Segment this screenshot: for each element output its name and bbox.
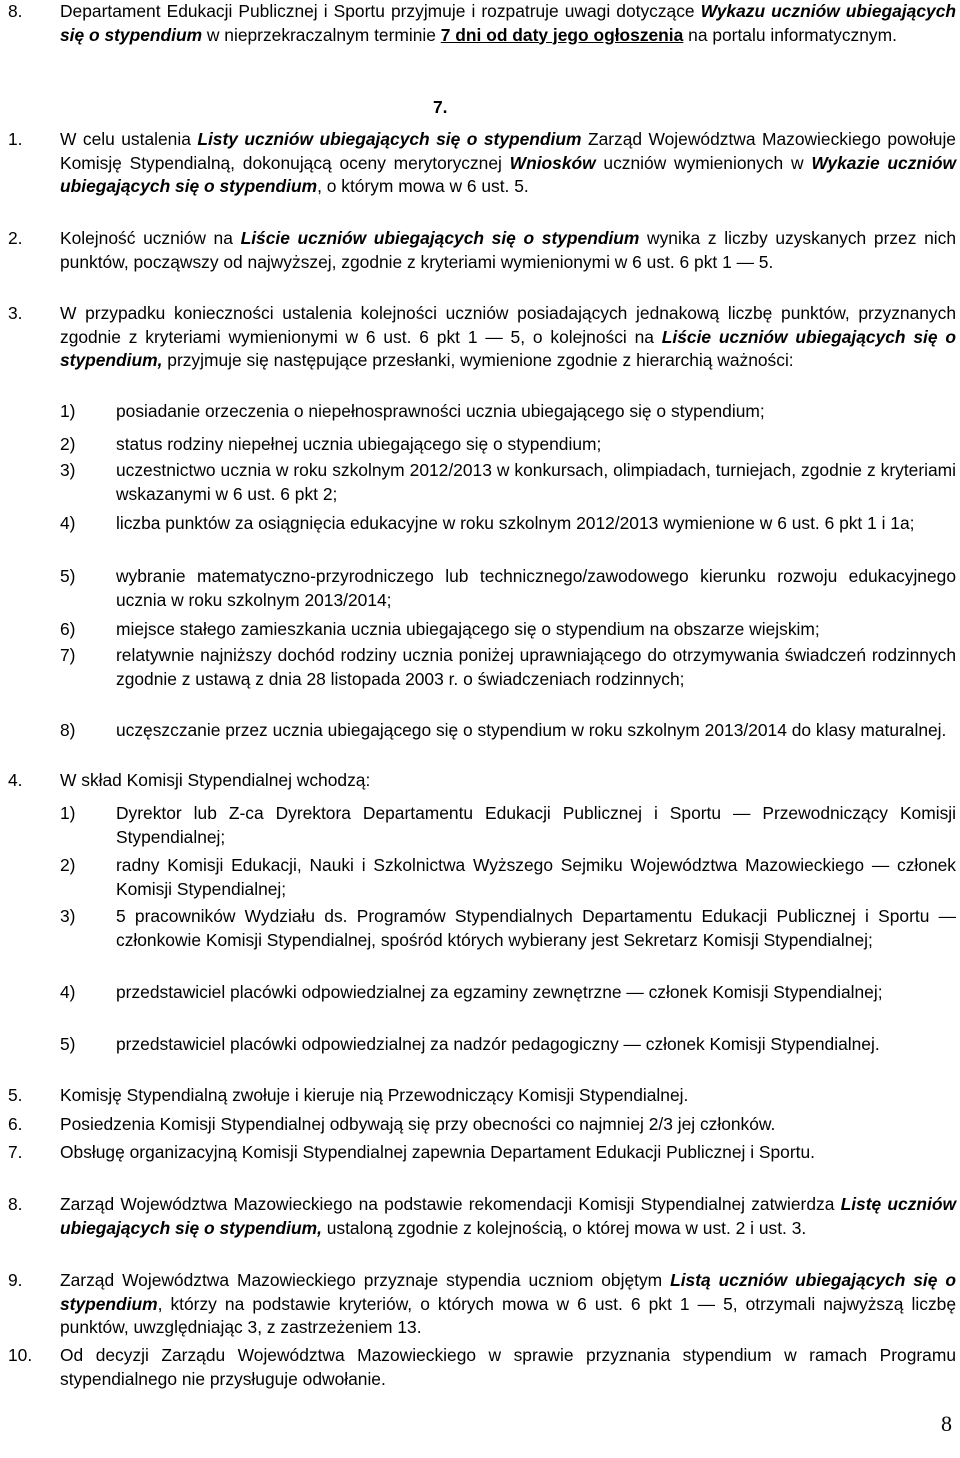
item-text: uczestnictwo ucznia w roku szkolnym 2012/2013 w konkursach, olimpiadach, turniejach, zgodnie z kryteriami wskazanymi w 6 ust. 6 pkt 2; <box>116 460 956 504</box>
paragraph-number: 1. <box>8 129 23 149</box>
paragraph-text <box>60 227 956 274</box>
item-number: 1) <box>60 401 76 421</box>
item-text: radny Komisji Edukacji, Nauki i Szkolnictwa Wyższego Sejmiku Województwa Mazowieckiego — członek Komisji Stypendialnej; <box>116 855 956 899</box>
criteria-item <box>60 618 956 642</box>
member-item <box>60 802 956 849</box>
item-number: 6) <box>60 619 76 639</box>
text-run: Zarząd Województwa Mazowieckiego przyznaje stypendia uczniom objętym <box>60 1270 671 1290</box>
item-text: 5 pracowników Wydziału ds. Programów Stypendialnych Departamentu Edukacji Publicznej i Sportu — członkowie Komisji Stypendialnej, spośród których wybierany jest Sekretarz Komisji Stypendialnej; <box>116 906 956 950</box>
text-run: W przypadku konieczności ustalenia kolejności uczniów posiadających jednakową liczbę punktów, przyznanych zgodnie z kryteriami wymienionymi w 6 ust. 6 pkt 1 — 5, o kolejności na <box>60 303 956 347</box>
item-text: uczęszczanie przez ucznia ubiegającego się o stypendium w roku szkolnym 2013/2014 do klasy maturalnej. <box>116 720 947 740</box>
member-item <box>60 905 956 952</box>
page-number: 8 <box>941 1411 952 1436</box>
paragraph-number: 9. <box>8 1270 23 1290</box>
text-run: wynika z liczby uzyskanych przez nich punktów, począwszy od najwyższej, zgodnie z kryteriami wymienionymi w 6 ust. 6 pkt 1 — 5. <box>60 228 956 272</box>
text-run: Kolejność uczniów na <box>60 228 241 248</box>
paragraph-9 <box>8 1269 956 1340</box>
item-text: przedstawiciel placówki odpowiedzialnej za nadzór pedagogiczny — członek Komisji Stypendialnej. <box>116 1034 880 1054</box>
text-run: na portalu informatycznym. <box>683 24 897 45</box>
item-number: 2) <box>60 855 76 875</box>
emphasis-text: Listą uczniów ubiegających się o stypendium <box>60 1270 956 1314</box>
deadline-text: 7 dni od daty jego ogłoszenia <box>440 24 684 45</box>
paragraph-8b <box>8 1193 956 1240</box>
emphasis-text: Wykazie uczniów ubiegających się o stypendium <box>60 152 956 196</box>
paragraph-text <box>60 128 956 199</box>
member-item <box>60 854 956 901</box>
emphasis-text: Liście uczniów ubiegających się o stypendium, <box>60 326 956 370</box>
text-run: ustaloną zgodnie z kolejnością, o której mowa w ust. 2 i ust. 3. <box>321 1217 807 1238</box>
paragraph-text: Od decyzji Zarządu Województwa Mazowieckiego w sprawie przyznania stypendium w ramach Programu stypendialnego nie przysługuje odwołanie. <box>60 1345 956 1389</box>
paragraph-text <box>60 302 956 373</box>
item-text: posiadanie orzeczenia o niepełnosprawności ucznia ubiegającego się o stypendium; <box>116 401 765 421</box>
member-item <box>60 1033 956 1057</box>
section-heading: 7. <box>433 97 448 117</box>
paragraph-1 <box>8 128 956 199</box>
paragraph-10 <box>8 1344 956 1391</box>
emphasis-text: Listy uczniów ubiegających się o stypendium <box>197 129 582 149</box>
criteria-item <box>60 459 956 506</box>
item-number: 5) <box>60 1034 76 1054</box>
paragraph-number: 7. <box>8 1142 23 1162</box>
paragraph-text: Posiedzenia Komisji Stypendialnej odbywają się przy obecności co najmniej 2/3 jej członków. <box>60 1114 776 1134</box>
paragraph-text: Obsługę organizacyjną Komisji Stypendialnej zapewnia Departament Edukacji Publicznej i Sportu. <box>60 1142 815 1162</box>
text-run: , o którym mowa w 6 ust. 5. <box>317 176 529 196</box>
item-text: liczba punktów za osiągnięcia edukacyjne w roku szkolnym 2012/2013 wymienione w 6 ust. 6 pkt 1 i 1a; <box>116 513 915 533</box>
item-text: miejsce stałego zamieszkania ucznia ubiegającego się o stypendium na obszarze wiejskim; <box>116 619 820 639</box>
criteria-item <box>60 512 956 536</box>
text-run: Zarząd Województwa Mazowieckiego na podstawie rekomendacji Komisji Stypendialnej zatwierdza <box>60 1194 841 1214</box>
item-text: przedstawiciel placówki odpowiedzialnej za egzaminy zewnętrzne — członek Komisji Stypendialnej; <box>116 982 883 1002</box>
paragraph-6 <box>8 1113 956 1137</box>
criteria-item <box>60 433 956 457</box>
emphasis-text: Liście uczniów ubiegających się o stypendium <box>240 228 640 248</box>
paragraph-2 <box>8 227 956 274</box>
item-number: 5) <box>60 566 76 586</box>
paragraph-8 <box>8 0 956 47</box>
emphasis-text: Listę uczniów ubiegających się o stypendium, <box>60 1194 956 1238</box>
item-number: 8) <box>60 720 76 740</box>
emphasis-text: Wniosków <box>509 152 596 173</box>
paragraph-number: 2. <box>8 228 23 248</box>
item-number: 4) <box>60 982 76 1002</box>
paragraph-text <box>60 1269 956 1340</box>
criteria-item <box>60 719 956 743</box>
paragraph-text <box>60 1193 956 1240</box>
paragraph-number: 5. <box>8 1085 23 1105</box>
item-number: 2) <box>60 434 76 454</box>
item-text: Dyrektor lub Z-ca Dyrektora Departamentu Edukacji Publicznej i Sportu — Przewodniczący Komisji Stypendialnej; <box>116 803 956 847</box>
text-run: , którzy na podstawie kryteriów, o których mowa w 6 ust. 6 pkt 1 — 5, otrzymali najwyższą liczbę punktów, uwzględniając 3, z zastrzeżeniem 13. <box>60 1293 956 1337</box>
criteria-item <box>60 400 956 424</box>
text-run: Zarząd Województwa Mazowieckiego powołuje Komisję Stypendialną, dokonującą oceny merytorycznej <box>60 129 956 173</box>
item-text: status rodziny niepełnej ucznia ubiegającego się o stypendium; <box>116 434 602 454</box>
paragraph-text <box>60 0 956 47</box>
text-run: przyjmuje się następujące przesłanki, wymienione zgodnie z hierarchią ważności: <box>162 350 794 370</box>
paragraph-3 <box>8 302 956 373</box>
paragraph-number: 8. <box>8 1194 23 1214</box>
paragraph-number: 6. <box>8 1114 23 1134</box>
text-run: W celu ustalenia <box>60 129 198 149</box>
item-text: relatywnie najniższy dochód rodziny ucznia poniżej uprawniającego do otrzymywania świadczeń rodzinnych zgodnie z ustawą z dnia 28 listopada 2003 r. o świadczeniach rodzinnych; <box>116 645 956 689</box>
item-text: wybranie matematyczno-przyrodniczego lub technicznego/zawodowego kierunku rozwoju edukacyjnego ucznia w roku szkolnym 2013/2014; <box>116 566 956 610</box>
emphasis-text: Wykazu uczniów ubiegających się o stypendium <box>60 1 956 45</box>
item-number: 1) <box>60 803 76 823</box>
item-number: 7) <box>60 645 76 665</box>
paragraph-text: W skład Komisji Stypendialnej wchodzą: <box>60 770 371 790</box>
paragraph-number: 4. <box>8 770 23 790</box>
item-number: 3) <box>60 906 76 926</box>
paragraph-number: 3. <box>8 303 23 323</box>
text-run: w nieprzekraczalnym terminie <box>202 24 441 45</box>
criteria-item <box>60 644 956 691</box>
item-number: 4) <box>60 513 76 533</box>
member-item <box>60 981 956 1005</box>
text-run: uczniów wymienionych w <box>595 152 812 173</box>
paragraph-number: 10. <box>8 1345 33 1365</box>
paragraph-4 <box>8 769 956 793</box>
paragraph-7 <box>8 1141 956 1165</box>
paragraph-number: 8. <box>8 1 23 21</box>
criteria-item <box>60 565 956 612</box>
text-run: Departament Edukacji Publicznej i Sportu przyjmuje i rozpatruje uwagi dotyczące <box>60 1 701 21</box>
paragraph-text: Komisję Stypendialną zwołuje i kieruje nią Przewodniczący Komisji Stypendialnej. <box>60 1085 689 1105</box>
item-number: 3) <box>60 460 76 480</box>
paragraph-5 <box>8 1084 956 1108</box>
